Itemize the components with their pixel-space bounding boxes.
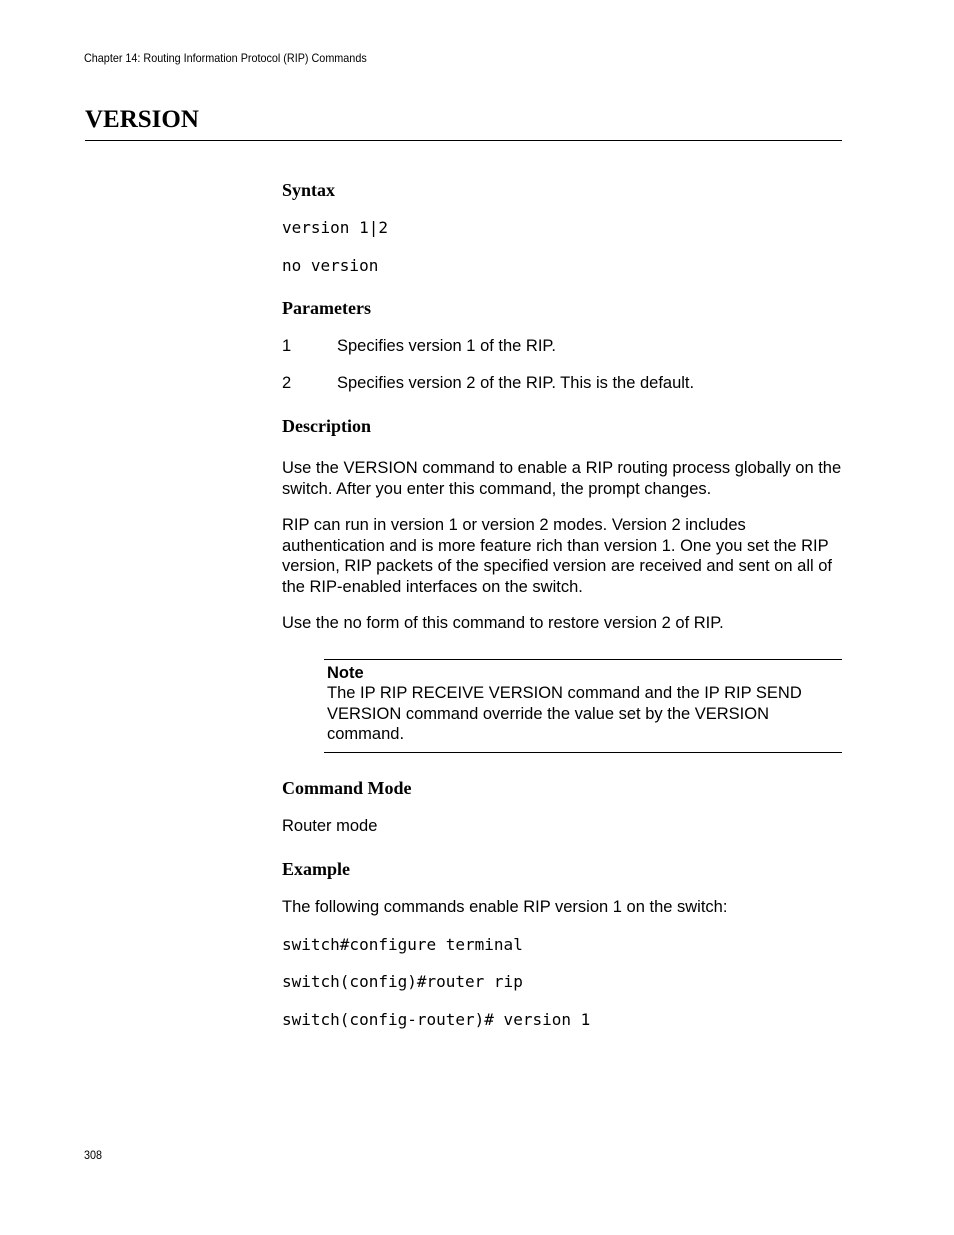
description-paragraph: Use the no form of this command to restore version 2 of RIP. [282, 614, 724, 632]
syntax-line: version 1|2 [282, 218, 388, 237]
example-intro: The following commands enable RIP version 1 on the switch: [282, 898, 728, 916]
title-rule [85, 140, 842, 141]
example-command: switch(config-router)# version 1 [282, 1010, 591, 1029]
note-label: Note [327, 664, 364, 682]
parameter-description: Specifies version 1 of the RIP. [337, 337, 556, 355]
note-text: The IP RIP RECEIVE VERSION command and the IP RIP SEND VERSION command override the value set by the VERSION command. [327, 684, 802, 743]
example-command: switch#configure terminal [282, 935, 523, 954]
running-head: Chapter 14: Routing Information Protocol (RIP) Commands [84, 51, 367, 65]
parameter-name: 2 [282, 374, 292, 392]
parameter-name: 1 [282, 337, 292, 355]
syntax-line: no version [282, 256, 379, 275]
command-mode-heading: Command Mode [282, 778, 412, 798]
syntax-heading: Syntax [282, 180, 336, 200]
parameters-heading: Parameters [282, 298, 371, 318]
description-paragraph: RIP can run in version 1 or version 2 modes. Version 2 includes authentication and is more feature rich than version 1. One you set the RIP version, RIP packets of the specified version are received and sent on all of the RIP-enabled interfaces on the switch. [282, 516, 833, 596]
example-command: switch(config)#router rip [282, 972, 523, 991]
page-number: 308 [84, 1148, 103, 1162]
description-heading: Description [282, 416, 371, 436]
page-title: VERSION [85, 106, 199, 133]
example-heading: Example [282, 859, 351, 879]
description-paragraph: Use the VERSION command to enable a RIP routing process globally on the switch. After you enter this command, the prompt changes. [282, 459, 842, 498]
note-box [324, 659, 842, 753]
parameter-description: Specifies version 2 of the RIP. This is the default. [337, 374, 695, 392]
command-mode-text: Router mode [282, 817, 378, 835]
